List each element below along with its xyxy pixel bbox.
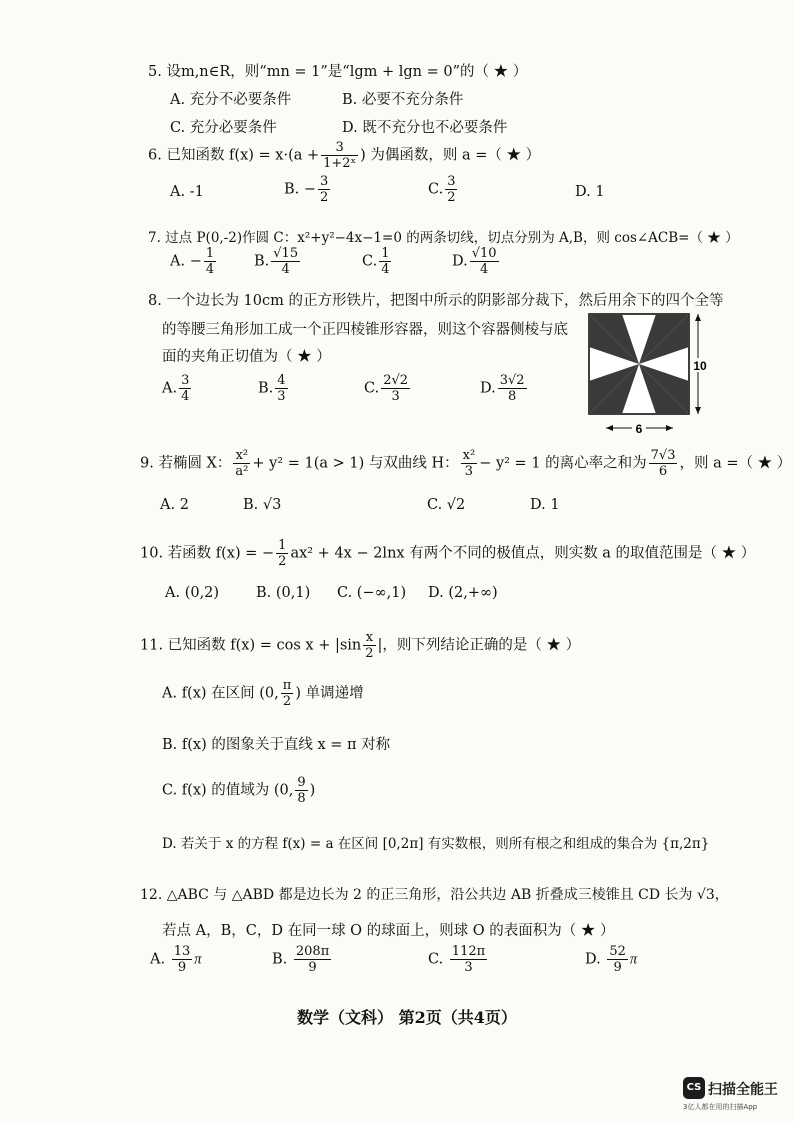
q11-option-a-den: 2 [282, 694, 292, 709]
q6-frac-den: 1+2ˣ [323, 156, 357, 171]
q9-stem-pre: 9. 若椭圆 X： [140, 455, 232, 472]
q8-option-c [364, 373, 412, 404]
q10-frac-num: 1 [278, 538, 287, 553]
q12-option-d-num: 52 [609, 944, 626, 959]
q7-stem: 7. 过点 P(0,-2)作圆 C：x²+y²−4x−1=0 的两条切线，切点分别为 A,B，则 cos∠ACB=（ ★ ） [148, 230, 739, 246]
q5-stem: 5. 设m,n∈R，则“mn = 1”是“lgm + lgn = 0”的（ ★ ） [148, 64, 528, 80]
q11-option-b: B. f(x) 的图象关于直线 x = π 对称 [162, 737, 391, 753]
q11-stem-pre: 11. 已知函数 f(x) = cos x + |sin [140, 637, 362, 654]
q9-frac3-den: 6 [658, 464, 668, 479]
q11-option-a [162, 678, 364, 709]
q12-option-a [150, 944, 202, 975]
q9-option-d: D. 1 [530, 497, 560, 513]
q8-option-a-label: A. [162, 380, 178, 397]
q10-stem [140, 538, 755, 569]
q7-option-c-label: C. [362, 253, 378, 270]
q9-frac1-num: x² [233, 448, 250, 464]
q11-stem-post: |，则下列结论正确的是（ ★ ） [377, 637, 581, 654]
q7-option-d-den: 4 [479, 262, 489, 277]
camscanner-logo: CS [683, 1077, 705, 1099]
q8-option-b-num: 4 [277, 373, 286, 388]
q8-square-figure [585, 310, 715, 440]
q8-option-d [480, 373, 529, 404]
q5-option-b: B. 必要不充分条件 [342, 92, 464, 108]
q12-option-a-num: 13 [173, 944, 191, 959]
q9-stem-mid2: − y² = 1 的离心率之和为 [479, 455, 647, 472]
q7-option-a-label: A. − [170, 253, 202, 270]
q8-line-1: 8. 一个边长为 10cm 的正方形铁片，把图中所示的阴影部分裁下，然后用余下的四个全等 [148, 293, 724, 309]
q9-frac2-den: 3 [464, 464, 474, 479]
q8-option-a-num: 3 [181, 373, 190, 388]
q9-option-a: A. 2 [160, 497, 189, 513]
q12-option-c-den: 3 [464, 960, 473, 975]
q11-option-c [162, 775, 315, 806]
q7-option-d-num: √10 [471, 246, 497, 261]
q7-option-a-num: 1 [205, 246, 215, 261]
q12-option-b-den: 9 [308, 960, 317, 975]
q8-option-c-num: 2√2 [383, 373, 409, 388]
q10-option-a: A. (0,2) [165, 585, 220, 601]
q7-option-c-den: 4 [381, 262, 390, 277]
q11-option-c-pre: C. f(x) 的值域为 (0, [162, 782, 294, 799]
q11-frac-den: 2 [365, 646, 374, 661]
q7-option-b-den: 4 [281, 262, 290, 277]
q11-option-c-den: 8 [297, 791, 306, 806]
q5-option-a: A. 充分不必要条件 [170, 92, 292, 108]
q8-option-c-label: C. [364, 380, 380, 397]
q11-option-d: D. 若关于 x 的方程 f(x) = a 在区间 [0,2π] 有实数根，则所有根之和组成的集合为 {π,2π} [162, 836, 710, 852]
q11-option-a-post: ) 单调递增 [295, 685, 364, 702]
q8-line-3: 面的夹角正切值为（ ★ ） [162, 349, 331, 365]
q6-option-c [428, 174, 459, 205]
q6-option-a: A. -1 [170, 184, 204, 200]
page-footer: 数学（文科） 第2页（共4页） [297, 1008, 517, 1027]
q7-option-a-den: 4 [205, 262, 215, 277]
q7-option-b-num: √15 [273, 246, 299, 261]
q8-arrowhead [695, 314, 701, 321]
q11-option-c-num: 9 [297, 775, 306, 790]
q9-stem-mid1: + y² = 1(a > 1) 与双曲线 H： [252, 455, 459, 472]
q10-option-b: B. (0,1) [256, 585, 311, 601]
q7-option-c-num: 1 [381, 246, 390, 261]
q6-option-b [284, 174, 332, 205]
q6-option-d: D. 1 [575, 184, 605, 200]
q12-option-b-label: B. [272, 951, 288, 968]
q8-option-d-num: 3√2 [499, 373, 525, 388]
q6-option-c-label: C. [428, 181, 444, 198]
q12-option-d [585, 944, 637, 975]
q8-arrowhead [666, 425, 673, 431]
q6-option-b-num: 3 [320, 174, 329, 189]
q9-option-c: C. √2 [427, 497, 466, 513]
q12-option-a-den: 9 [177, 960, 187, 975]
q12-option-c [428, 944, 489, 975]
q6-frac-num: 3 [321, 140, 358, 156]
q12-line-2: 若点 A，B，C，D 在同一球 O 的球面上，则球 O 的表面积为（ ★ ） [162, 923, 615, 939]
q8-arrowhead [606, 425, 613, 431]
q9-option-b: B. √3 [243, 497, 282, 513]
q9-stem-post: ，则 a =（ ★ ） [679, 455, 792, 472]
q7-option-b-label: B. [254, 253, 270, 270]
q9-frac1-den: a² [235, 464, 249, 479]
q8-arrowhead [695, 407, 701, 414]
q8-option-a [162, 373, 193, 404]
q5-option-d: D. 既不充分也不必要条件 [342, 120, 508, 136]
q8-option-b-label: B. [258, 380, 274, 397]
q7-option-b [254, 246, 302, 277]
q8-option-b [258, 373, 290, 404]
q5-option-c: C. 充分必要条件 [170, 120, 277, 136]
q10-frac-den: 2 [278, 554, 287, 569]
q11-frac-num: x [363, 630, 375, 646]
q6-stem-pre: 6. 已知函数 f(x) = x·(a + [148, 147, 320, 164]
q8-option-d-den: 8 [507, 389, 517, 404]
q10-option-c: C. (−∞,1) [337, 585, 407, 601]
q9-frac3-num: 7√3 [650, 448, 676, 463]
q12-option-d-post: π [629, 951, 638, 968]
q7-option-d [452, 246, 501, 277]
q6-option-b-label: B. − [284, 181, 317, 198]
q12-option-a-post: π [194, 951, 202, 968]
q9-frac2-num: x² [462, 448, 476, 463]
q6-option-c-den: 2 [447, 190, 456, 205]
q10-stem-post: ax² + 4x − 2lnx 有两个不同的极值点，则实数 a 的取值范围是（ ★ ） [290, 545, 756, 562]
q12-line-1: 12. △ABC 与 △ABD 都是边长为 2 的正三角形，沿公共边 AB 折叠成三棱锥且 CD 长为 √3， [140, 887, 729, 903]
q6-option-c-num: 3 [447, 174, 456, 189]
q8-option-d-label: D. [480, 380, 496, 397]
q7-option-c [362, 246, 393, 277]
q6-stem-post: ) 为偶函数，则 a =（ ★ ） [360, 147, 541, 164]
q8-line-2: 的等腰三角形加工成一个正四棱锥形容器，则这个容器侧棱与底 [162, 322, 568, 338]
q8-option-a-den: 4 [181, 389, 190, 404]
q11-option-c-post: ) [309, 782, 316, 799]
q11-option-a-pre: A. f(x) 在区间 (0, [162, 685, 279, 702]
q9-stem [140, 448, 791, 479]
q7-option-d-label: D. [452, 253, 468, 270]
q8-option-b-den: 3 [277, 389, 286, 404]
q7-option-a [170, 246, 218, 277]
q8-height-label: 10 [693, 359, 707, 373]
q6-stem [148, 140, 540, 171]
q10-option-d: D. (2,+∞) [428, 585, 498, 601]
q12-option-c-label: C. [428, 951, 444, 968]
q8-option-c-den: 3 [391, 389, 400, 404]
q11-option-a-num: π [282, 678, 292, 693]
q12-option-b-num: 208π [295, 944, 330, 959]
camscanner-tagline: 3亿人都在用的扫描App [683, 1103, 758, 1111]
q10-stem-pre: 10. 若函数 f(x) = − [140, 545, 275, 562]
q12-option-a-label: A. [150, 951, 166, 968]
q12-option-b [272, 944, 333, 975]
q8-width-label: 6 [635, 422, 643, 436]
q12-option-d-den: 9 [613, 960, 622, 975]
q12-option-c-num: 112π [451, 944, 486, 959]
q11-stem [140, 630, 580, 661]
q12-option-d-label: D. [585, 951, 601, 968]
q6-option-b-den: 2 [320, 190, 329, 205]
camscanner-name: 扫描全能王 [708, 1082, 778, 1098]
